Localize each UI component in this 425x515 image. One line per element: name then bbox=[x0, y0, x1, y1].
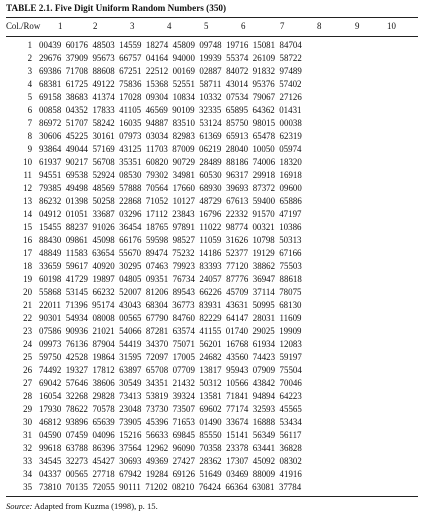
row-number: 29 bbox=[23, 404, 32, 414]
row-number: 34 bbox=[23, 469, 32, 479]
col-header-3: 3 bbox=[130, 21, 135, 31]
row-number: 22 bbox=[23, 313, 32, 323]
row-number: 21 bbox=[23, 300, 32, 310]
row-number: 14 bbox=[23, 209, 32, 219]
row-values: 33659 59617 40920 30295 07463 79923 83393 77120 38862 75503 bbox=[39, 261, 302, 271]
col-header-2: 2 bbox=[93, 21, 98, 31]
row-values: 34545 32273 45427 30693 49369 27427 28362 17307 45092 08302 bbox=[39, 456, 302, 466]
row-values: 74492 19327 17812 63897 65708 07709 13817 95943 07909 75504 bbox=[39, 365, 302, 375]
table-row bbox=[6, 404, 418, 418]
table-row bbox=[6, 430, 418, 444]
row-number: 17 bbox=[23, 248, 32, 258]
table-row bbox=[6, 391, 418, 405]
table-row bbox=[6, 261, 418, 275]
col-header-6: 6 bbox=[241, 21, 246, 31]
row-values: 00439 60176 48503 14559 18274 45809 09748 19716 15081 84704 bbox=[39, 40, 302, 50]
row-number: 27 bbox=[23, 378, 32, 388]
table-row bbox=[6, 53, 418, 67]
table-row bbox=[6, 144, 418, 158]
top-rule bbox=[6, 17, 418, 18]
row-values: 90301 54934 08008 00565 67790 84760 82229 64147 28031 11609 bbox=[39, 313, 302, 323]
row-number: 4 bbox=[27, 79, 32, 89]
row-number: 1 bbox=[27, 40, 32, 50]
source-note bbox=[6, 501, 158, 511]
table-row bbox=[6, 105, 418, 119]
table-row bbox=[6, 92, 418, 106]
row-number: 12 bbox=[23, 183, 32, 193]
row-values: 88430 09861 45098 66176 59598 98527 11059 31626 10798 50313 bbox=[39, 235, 302, 245]
col-header-10: 10 bbox=[387, 21, 396, 31]
row-number: 35 bbox=[23, 482, 32, 492]
row-values: 15455 88237 91026 36454 18765 97891 11022 98774 00321 10386 bbox=[39, 222, 302, 232]
row-number: 3 bbox=[27, 66, 32, 76]
table-row bbox=[6, 469, 418, 483]
row-number: 6 bbox=[27, 105, 32, 115]
table-row bbox=[6, 235, 418, 249]
source-label: Source: bbox=[6, 501, 33, 511]
row-number: 9 bbox=[27, 144, 32, 154]
row-number: 10 bbox=[23, 157, 32, 167]
table-row bbox=[6, 248, 418, 262]
row-values: 46812 93896 65639 73905 45396 71653 01490 33674 16888 53434 bbox=[39, 417, 302, 427]
col-header-8: 8 bbox=[317, 21, 322, 31]
table-row bbox=[6, 456, 418, 470]
row-values: 55868 53145 66232 52007 81206 89543 66226 45709 37114 78075 bbox=[39, 287, 302, 297]
row-values: 99618 63788 86396 37564 12962 96090 70358 23378 63441 36828 bbox=[39, 443, 302, 453]
row-values: 69042 57646 38606 30549 34351 21432 50312 10566 43842 70046 bbox=[39, 378, 302, 388]
table-row bbox=[6, 196, 418, 210]
row-values: 73810 70135 72055 90111 71202 08210 76424 66364 63081 37784 bbox=[39, 482, 302, 492]
row-number: 25 bbox=[23, 352, 32, 362]
col-header-9: 9 bbox=[355, 21, 360, 31]
row-number: 15 bbox=[23, 222, 32, 232]
row-number: 30 bbox=[23, 417, 32, 427]
row-values: 68381 61725 49122 75836 15368 52551 58711 43014 95376 57402 bbox=[39, 79, 302, 89]
row-number: 18 bbox=[23, 261, 32, 271]
table-row bbox=[6, 378, 418, 392]
table-row bbox=[6, 443, 418, 457]
row-values: 22011 71396 95174 43043 68304 36773 83931 43631 50995 68130 bbox=[39, 300, 302, 310]
row-values: 30606 45225 30161 07973 03034 82983 61369 65913 65478 62319 bbox=[39, 131, 302, 141]
row-number: 2 bbox=[27, 53, 32, 63]
table-row bbox=[6, 222, 418, 236]
row-values: 93864 49044 57169 43125 11703 87009 06219 28040 10050 05974 bbox=[39, 144, 302, 154]
row-values: 07586 90936 21021 54066 87281 63574 41155 01740 29025 19909 bbox=[39, 326, 302, 336]
header-rule bbox=[6, 36, 418, 37]
row-number: 26 bbox=[23, 365, 32, 375]
table-row bbox=[6, 170, 418, 184]
row-number: 23 bbox=[23, 326, 32, 336]
header-label: Col./Row bbox=[6, 21, 41, 31]
row-values: 09973 76136 87904 54419 34370 75071 56201 16768 61934 12083 bbox=[39, 339, 302, 349]
row-values: 86232 01398 50258 22868 71052 10127 48729 67613 59400 65886 bbox=[39, 196, 302, 206]
row-number: 19 bbox=[23, 274, 32, 284]
row-number: 32 bbox=[23, 443, 32, 453]
row-values: 59750 42528 19864 31595 72097 17005 24682 43560 74423 59197 bbox=[39, 352, 302, 362]
row-values: 17930 78622 70578 23048 73730 73507 69602 77174 32593 45565 bbox=[39, 404, 302, 414]
row-values: 04337 00565 27718 67942 19284 69126 51649 03469 88009 41916 bbox=[39, 469, 302, 479]
row-number: 20 bbox=[23, 287, 32, 297]
table-row bbox=[6, 339, 418, 353]
table-row bbox=[6, 313, 418, 327]
row-number: 24 bbox=[23, 339, 32, 349]
table-row bbox=[6, 482, 418, 496]
col-header-1: 1 bbox=[58, 21, 63, 31]
table-row bbox=[6, 40, 418, 54]
table-row bbox=[6, 157, 418, 171]
row-values: 04912 01051 33687 03296 17112 23843 16796 22332 91570 47197 bbox=[39, 209, 302, 219]
row-number: 8 bbox=[27, 131, 32, 141]
row-number: 28 bbox=[23, 391, 32, 401]
table-row bbox=[6, 417, 418, 431]
row-values: 94551 69538 52924 08530 79302 34981 60530 96317 29918 16918 bbox=[39, 170, 302, 180]
table-row bbox=[6, 274, 418, 288]
row-values: 60198 41729 19897 04805 09351 76734 24057 87776 36947 88618 bbox=[39, 274, 302, 284]
row-values: 69158 38683 41374 17028 09304 10834 10332 07534 79067 27126 bbox=[39, 92, 302, 102]
row-number: 7 bbox=[27, 118, 32, 128]
table-row bbox=[6, 131, 418, 145]
row-number: 33 bbox=[23, 456, 32, 466]
table-row bbox=[6, 300, 418, 314]
col-header-5: 5 bbox=[204, 21, 209, 31]
row-values: 04590 07459 04096 15216 56633 69845 85550 15141 56349 56117 bbox=[39, 430, 302, 440]
row-values: 29676 37909 95673 66757 04164 94000 19939 55374 26109 58722 bbox=[39, 53, 302, 63]
table-row bbox=[6, 209, 418, 223]
row-values: 79385 49498 48569 57888 70564 17660 68930 39693 87372 09600 bbox=[39, 183, 302, 193]
table-row bbox=[6, 66, 418, 80]
col-header-4: 4 bbox=[167, 21, 172, 31]
row-number: 16 bbox=[23, 235, 32, 245]
table-title: TABLE 2.1. Five Digit Uniform Random Numbers (350) bbox=[6, 3, 227, 13]
row-values: 48849 11583 63654 55670 89474 75232 14186 52377 19129 67166 bbox=[39, 248, 302, 258]
table-row bbox=[6, 118, 418, 132]
table-row bbox=[6, 365, 418, 379]
row-number: 5 bbox=[27, 92, 32, 102]
row-number: 13 bbox=[23, 196, 32, 206]
table-row bbox=[6, 183, 418, 197]
source-text: Adapted from Kuzma (1998), p. 15. bbox=[34, 501, 158, 511]
row-number: 11 bbox=[23, 170, 32, 180]
row-number: 31 bbox=[23, 430, 32, 440]
table-row bbox=[6, 326, 418, 340]
row-values: 69386 71708 88608 67251 22512 00169 02887 84072 91832 97489 bbox=[39, 66, 302, 76]
row-values: 61937 90217 56708 35351 60820 90729 28489 88186 74006 18320 bbox=[39, 157, 302, 167]
row-values: 86972 51707 58242 16035 94887 83510 53124 85750 98015 00038 bbox=[39, 118, 302, 128]
row-values: 00858 04352 17833 41105 46569 90109 32335 65895 64362 01431 bbox=[39, 105, 302, 115]
column-header-row bbox=[6, 21, 418, 35]
table-row bbox=[6, 287, 418, 301]
col-header-7: 7 bbox=[280, 21, 285, 31]
table-row bbox=[6, 352, 418, 366]
row-values: 16054 32268 29828 73413 53819 39324 13581 71841 94894 64223 bbox=[39, 391, 302, 401]
bottom-rule bbox=[6, 496, 418, 497]
table-row bbox=[6, 79, 418, 93]
